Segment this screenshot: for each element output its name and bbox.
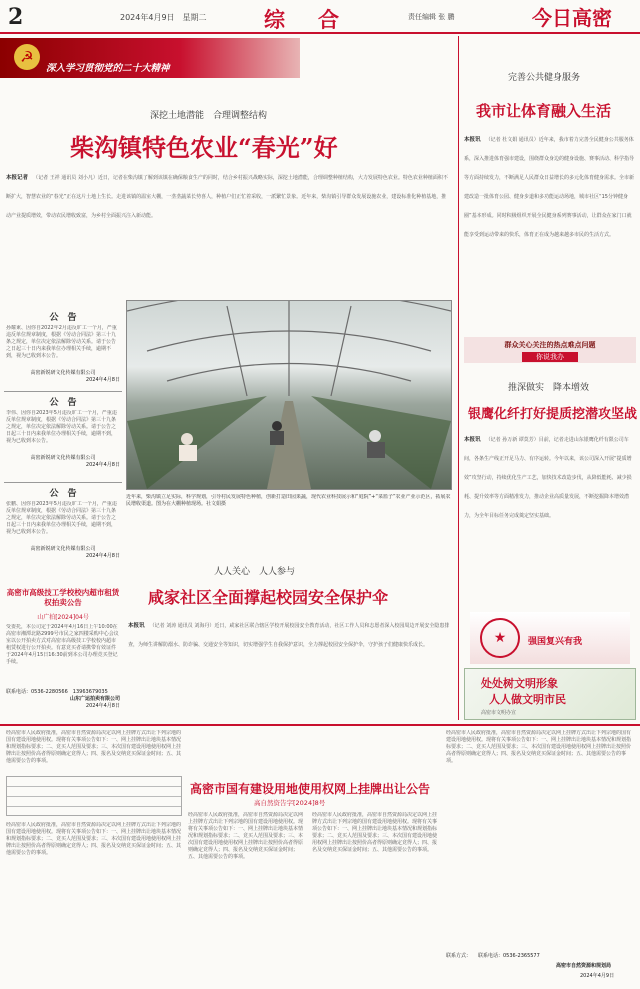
section-title: 综 合 (264, 7, 345, 32)
auction-sub: 山广拍[2024]04号 (37, 614, 89, 621)
hotspot-strip (464, 337, 636, 363)
sports-text: （记者 杜文娟 通讯员）近年来，我市着力完善全民健身公共服务体系，深入推进体育强市建设，围绕群众身边的健身设施、赛事活动、科学指导等方面持续发力，不断满足人民群众日益增长的多元化体育健身需求。全市新建改造一批体育公园、健身步道和多功能运动场地，城市社区“15分钟健身圈”基本形成。同时积极组织开展全民健身系列赛事活动，让群众在家门口就能享受到运动带来的快乐，体育正在成为越来越多市民的生活方式。 (464, 137, 635, 238)
factory-headline: 银鹰化纤打好提质挖潜攻坚战 (468, 407, 638, 422)
stamp-text: 强国复兴有我 (528, 637, 583, 647)
auction-company: 山东广运拍卖有限公司 (69, 696, 120, 702)
auction-date: 2024年4月8日 (85, 703, 120, 709)
land-notice-col1: 经高密市人民政府批准，高密市自然资源局决定以网上挂牌方式出让下列宗地的国有建设用地使用权。现将有关事项公告如下：一、网上挂牌出让地块基本情况和规划指标要求；二、竞买人范围及要求；三、本次国有建设用地使用权网上挂牌出让按照价高者得原则确定竞得人；四、报名及交纳竞买保证金时间；五、其他需要公告的事项。 (6, 822, 182, 856)
notice-date: 2024年4月8日 (85, 377, 120, 383)
community-body (128, 612, 456, 708)
lead-body (6, 164, 448, 236)
auction-title: 高密市高级技工学校校内超市租赁权拍卖公告 (6, 588, 120, 607)
stamp-graphic (470, 612, 630, 664)
notice-sign: 高密新锐研文化传媒有限公司 (30, 546, 96, 552)
factory-kicker: 推深做实 降本增效 (508, 383, 590, 393)
community-byline: 本报讯 (128, 623, 145, 629)
greenhouse-photo (126, 300, 452, 490)
issue-date: 2024年4月9日 星期二 (120, 13, 207, 22)
notice-2 (6, 395, 120, 468)
land-notice-subtitle: 高自然资告字[2024]8号 (254, 799, 326, 807)
factory-byline: 本报讯 (464, 437, 481, 443)
hotspot-strip-text: 群众关心关注的热点难点问题 (504, 341, 596, 349)
photo-caption: 近年来，柴沟镇立足实际，科学规划，引导村民发展特色种植，创新打造田园果蔬，现代农业科技展示和“庭院”+“菜篮子”农业产业示范区，拓展农民增收渠道。图为在大棚种植现场。社文娟摄 (126, 494, 451, 507)
notice-sign: 高密新锐研文化传媒有限公司 (30, 370, 96, 376)
notice-divider (4, 482, 122, 483)
notice-1 (6, 310, 120, 383)
party-emblem-icon: ☭ (14, 44, 40, 70)
bottom-rule (0, 724, 640, 726)
promo-caption: 高密市文明办宣 (481, 710, 517, 716)
notice-date: 2024年4月8日 (85, 553, 120, 559)
promo-line2: 人人做文明市民 (489, 693, 566, 706)
land-notice-col2: 经高密市人民政府批准，高密市自然资源局决定以网上挂牌方式出让下列宗地的国有建设用地使用权。现将有关事项公告如下：一、网上挂牌出让地块基本情况和规划指标要求；二、竞买人范围及要求；三、本次国有建设用地使用权网上挂牌出让按照价高者得原则确定竞得人；四、报名及交纳竞买保证金时间；五、其他需要公告的事项。 (188, 812, 304, 860)
greenhouse-photo-illustration (127, 301, 451, 489)
page-number: 2 (8, 4, 24, 30)
community-kicker: 人人关心 人人参与 (214, 567, 296, 577)
lead-kicker: 深挖土地潜能 合理调整结构 (150, 111, 268, 121)
auction-text: 受委托，本公司定于2024年4月16日上午10:00在高密市湘潭北路2999号市民之家四楼采购中心会议室以公开拍卖方式对高密市高级技工学校校内超市租赁权进行公开拍卖。有意竞买者请携带有效证件于2024年4月15日16:30前到本公司办理竞买登记手续。 (6, 624, 119, 665)
community-text: （记者 刘涛 通讯员 刘海丹）近日，咸家社区联合辖区学校开展校园安全教育活动，社区工作人员和志愿者深入校园周边开展安全隐患排查，为师生讲解防溺水、防诈骗、交通安全等知识，切实增强学生自我保护意识，全力撑起校园安全保护伞，守护孩子们健康快乐成长。 (128, 623, 450, 648)
lead-byline: 本报记者 (6, 175, 29, 181)
masthead-logo: 今日高密 (532, 6, 612, 30)
notice-title: 公 告 (49, 313, 77, 323)
star-icon: ★ (480, 618, 520, 658)
land-parcel-table (6, 776, 182, 816)
sports-byline: 本报讯 (464, 137, 481, 143)
notice-date: 2024年4月8日 (85, 462, 120, 468)
land-notice-intro: 经高密市人民政府批准，高密市自然资源局决定以网上挂牌方式出让下列宗地的国有建设用地使用权。现将有关事项公告如下：一、网上挂牌出让地块基本情况和规划指标要求；二、竞买人范围及要求；三、本次国有建设用地使用权网上挂牌出让按照价高者得原则确定竞得人；四、报名及交纳竞买保证金时间；五、其他需要公告的事项。 (6, 730, 182, 764)
notice-title: 公 告 (49, 489, 77, 499)
notice-3 (6, 486, 120, 559)
sports-headline: 我市让体育融入生活 (476, 102, 612, 120)
land-date: 2024年4月9日 (580, 973, 615, 979)
sports-body (464, 126, 636, 332)
notice-title: 公 告 (49, 398, 77, 408)
land-notice-col3: 经高密市人民政府批准，高密市自然资源局决定以网上挂牌方式出让下列宗地的国有建设用地使用权。现将有关事项公告如下：一、网上挂牌出让地块基本情况和规划指标要求；二、竞买人范围及要求；三、本次国有建设用地使用权网上挂牌出让按照价高者得原则确定竞得人；四、报名及交纳竞买保证金时间；五、其他需要公告的事项。 (312, 812, 438, 853)
sports-kicker: 完善公共健身服务 (508, 73, 581, 83)
community-headline: 咸家社区全面撑起校园安全保护伞 (148, 588, 389, 607)
civility-promo (464, 668, 636, 720)
notice-divider (4, 391, 122, 392)
notice-text: 李伟、因你自2023年5月违反旷工一个月，严重违反单位规章制度，根据《劳动合同法》第三十九条之规定，单位决定依法解除劳动关系。请于公告之日起三十日内来我单位办理相关手续，逾期不到，视为已收到本公告。 (6, 410, 117, 444)
column-divider (458, 36, 459, 720)
auction-notice (6, 588, 120, 709)
header-rule (0, 32, 640, 34)
land-notice-col4: 经高密市人民政府批准，高密市自然资源局决定以网上挂牌方式出让下列宗地的国有建设用地使用权。现将有关事项公告如下：一、网上挂牌出让地块基本情况和规划指标要求；二、竞买人范围及要求；三、本次国有建设用地使用权网上挂牌出让按照价高者得原则确定竞得人；四、报名及交纳竞买保证金时间；五、其他需要公告的事项。 (446, 730, 632, 764)
notice-text: 孙耀東、因你自2022年2月违反旷工一个月，严重违反单位规章制度，根据《劳动合同法》第三十九条之规定，单位决定依法解除劳动关系。请于公告之日起三十日内来我单位办理相关手续，逾期不到，视为已收到本公告。 (6, 325, 117, 359)
lead-text: （记者 王祥 通讯员 刘小凡）近日，记者在柴沟镇了解到该镇在确保粮食生产的同时，结合乡村振兴战略实际，深挖土地潜能，合理调整种植结构，大力发展特色农业。特色农业种植面积不断扩大，智慧农业的“春光”正在这片土地上生长。走进该镇的温室大棚，一垄垄蔬菜长势喜人，种植户们正忙着采收，一派繁忙景象。近年来，柴沟镇引导群众发展设施农业，建设标准化种植基地，推动产业提质增效，带动农民增收致富，为乡村全面振兴注入新动能。 (6, 175, 448, 219)
land-agency: 高密市自然资源和规划局 (556, 963, 612, 969)
factory-text: （记者 孙万新 谭莫芳）目前，记者走进山东银鹰化纤有限公司车间，各条生产线正开足马力、有序运转。今年以来，该公司深入开展“提质增效”攻坚行动，持续优化生产工艺，加快技术改造步伐，从降低能耗、减少损耗、提升效率等方面精准发力，推动企业高质量发展，不断挖掘降本增效潜力，为全年目标任务完成奠定坚实基础。 (464, 437, 632, 519)
banner-text: 深入学习贯彻党的二十大精神 (46, 63, 170, 74)
hotspot-label: 你说我办 (522, 352, 578, 362)
editor-credit: 责任编辑 张 鹏 (408, 13, 455, 21)
promo-line1: 处处树文明形象 (481, 677, 558, 690)
auction-contact: 联系电话：0536-2280566 13963679035 (6, 689, 108, 695)
notice-text: 张鹏、因你自2023年5月违反旷工一个月，严重违反单位规章制度，根据《劳动合同法》第三十九条之规定，单位决定依法解除劳动关系。请于公告之日起三十日内来我单位办理相关手续，逾期不到，视为已收到本公告。 (6, 501, 117, 535)
land-notice-title: 高密市国有建设用地使用权网上挂牌出让公告 (190, 782, 431, 796)
factory-body (464, 426, 636, 610)
land-contact-label: 联系方式： (446, 953, 472, 959)
notice-sign: 高密新锐研文化传媒有限公司 (30, 455, 96, 461)
lead-headline: 柴沟镇特色农业“春光”好 (70, 133, 338, 162)
land-contact: 联系电话：0536-2365577 (478, 953, 540, 959)
